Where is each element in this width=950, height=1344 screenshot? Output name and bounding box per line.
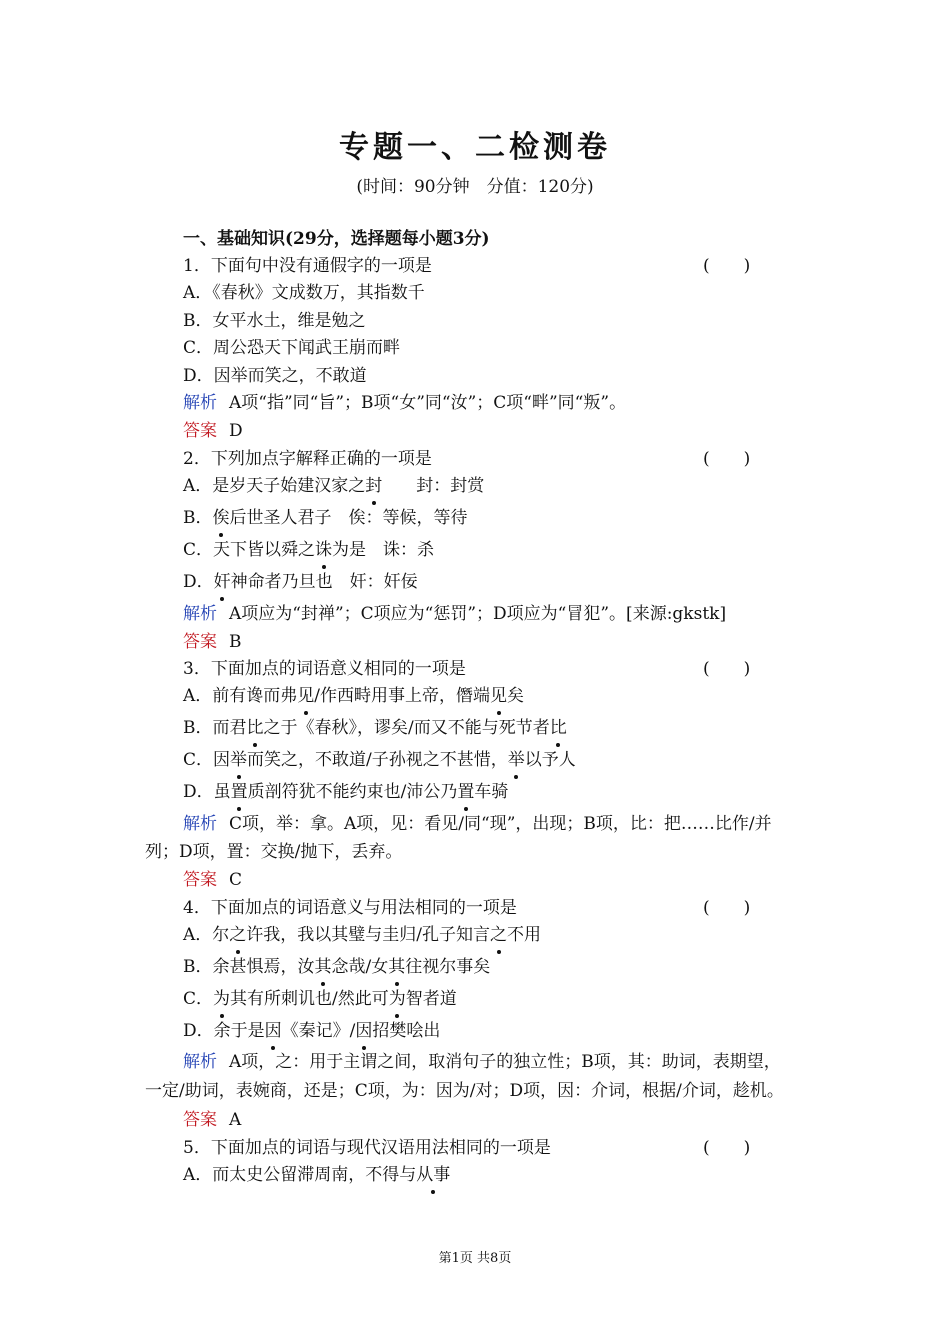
q5-option-a	[183, 1164, 450, 1186]
answer-label: 答案	[183, 870, 217, 890]
option-text: D．虽	[183, 782, 231, 802]
dotted-char: 置	[457, 782, 475, 802]
dotted-char: 奸	[213, 572, 231, 592]
analysis-text: A项，之：用于主谓之间，取消句子的独立性；B项，其：助词，表期望，	[229, 1052, 781, 1072]
answer-label: 答案	[183, 421, 217, 441]
option-text: 矣	[507, 686, 525, 706]
option-text: 之于《春秋》，谬矣/而又不能与死节者	[263, 718, 550, 738]
dotted-char: 见	[297, 686, 315, 706]
dotted-char: 比	[549, 718, 567, 738]
option-text: A．而太史公留滞周南，不得与	[183, 1165, 417, 1185]
answer-label: 答案	[183, 632, 217, 652]
q3-option-d	[183, 781, 508, 803]
dotted-char: 置	[230, 782, 248, 802]
dotted-char: 为	[388, 989, 406, 1009]
q2-answer-blank: ( )	[703, 449, 751, 469]
option-text: 《秦记》/	[281, 1021, 356, 1041]
document-subtitle: (时间：90分钟 分值：120分)	[356, 177, 594, 197]
dotted-char: 其	[314, 957, 332, 977]
q3-stem: 3．下面加点的词语意义相同的一项是	[183, 659, 466, 679]
q4-option-b	[183, 956, 490, 978]
option-text: D．	[183, 572, 214, 592]
option-text: C．	[183, 989, 214, 1009]
q5-answer-blank: ( )	[703, 1138, 751, 1158]
dotted-char: 之	[490, 925, 508, 945]
answer-text: B	[229, 632, 242, 652]
q1-option-a: A．《春秋》文成数万，其指数千	[183, 283, 425, 303]
q4-analysis-cont: 一定/助词，表婉商，还是；C项，为：因为/对；D项，因：介词，根据/介词，趁机。	[145, 1081, 784, 1101]
q1-option-c: C．周公恐天下闻武王崩而畔	[183, 338, 401, 358]
page-footer: 第1页 共8页	[438, 1251, 512, 1266]
q4-answer	[183, 1109, 241, 1131]
dotted-char: 因	[264, 1021, 282, 1041]
dotted-char: 从事	[416, 1165, 451, 1185]
option-text: 为是 诛：杀	[332, 540, 435, 560]
analysis-label: 解析	[183, 393, 217, 413]
dotted-char: 为	[213, 989, 231, 1009]
q1-answer-blank: ( )	[703, 256, 751, 276]
dotted-char: 举	[230, 750, 248, 770]
answer-label: 答案	[183, 1110, 217, 1130]
option-text: 不用	[507, 925, 542, 945]
option-text: B．	[183, 508, 213, 528]
dotted-char: 俟	[212, 508, 230, 528]
option-text: B．余甚惧焉，汝	[183, 957, 315, 977]
dotted-char: 其	[388, 957, 406, 977]
q1-answer	[183, 420, 243, 442]
dotted-char: 封	[365, 476, 383, 496]
option-text: 神命者乃旦也 奸：奸佞	[230, 572, 418, 592]
q1-option-b: B．女平水土，维是勉之	[183, 311, 366, 331]
option-text: B．而君	[183, 718, 247, 738]
q4-option-c	[183, 988, 457, 1010]
q2-option-d	[183, 571, 418, 593]
option-text: A．是岁天子始建汉家之	[183, 476, 366, 496]
dotted-char: 之	[229, 925, 247, 945]
option-text: 智者道	[405, 989, 457, 1009]
option-text: A．尔	[183, 925, 230, 945]
q1-option-d: D．因举而笑之，不敢道	[183, 366, 367, 386]
option-text: A．前有谗而弗	[183, 686, 298, 706]
answer-text: A	[229, 1110, 242, 1130]
q4-option-a	[183, 924, 541, 946]
analysis-label: 解析	[183, 1052, 217, 1072]
section-heading: 一、基础知识(29分，选择题每小题3分)	[183, 229, 490, 249]
q2-option-a	[183, 475, 484, 497]
q1-stem: 1．下面句中没有通假字的一项是	[183, 256, 432, 276]
q4-option-d	[183, 1020, 440, 1042]
q3-option-a	[183, 685, 524, 707]
option-text: 而笑之，不敢道/子孙视之不甚惜，	[247, 750, 508, 770]
q3-option-c	[183, 749, 576, 771]
q2-analysis	[183, 603, 726, 625]
option-text: C．天下皆以舜之	[183, 540, 316, 560]
option-text: 往视尔事矣	[405, 957, 491, 977]
answer-text: D	[229, 421, 243, 441]
analysis-text: C项，举：拿。A项，见：看见/同“现”，出现；B项，比：把……比作/并	[229, 814, 772, 834]
q1-analysis	[183, 392, 626, 414]
option-text: 质剖符犹不能约束也/沛公乃	[247, 782, 458, 802]
analysis-label: 解析	[183, 604, 217, 624]
dotted-char: 因	[355, 1021, 373, 1041]
dotted-char: 见	[490, 686, 508, 706]
option-text: 后世圣人君子 俟：等候，等待	[229, 508, 468, 528]
q4-stem: 4．下面加点的词语意义与用法相同的一项是	[183, 898, 517, 918]
q2-answer	[183, 631, 242, 653]
analysis-label: 解析	[183, 814, 217, 834]
document-title: 专题一、二检测卷	[339, 130, 611, 165]
option-text: C．因	[183, 750, 231, 770]
option-text: D．余于是	[183, 1021, 265, 1041]
q2-option-c	[183, 539, 434, 561]
q2-option-b	[183, 507, 468, 529]
option-text: 车骑	[474, 782, 509, 802]
analysis-text: A项应为“封禅”；C项应为“惩罚”；D项应为“冒犯”。[来源:gkstk]	[229, 604, 727, 624]
option-text: 念哉/女	[331, 957, 389, 977]
dotted-char: 诛	[315, 540, 333, 560]
q5-stem: 5．下面加点的词语与现代汉语用法相同的一项是	[183, 1138, 551, 1158]
q3-analysis	[183, 813, 772, 835]
analysis-text: A项“指”同“旨”；B项“女”同“汝”；C项“畔”同“叛”。	[229, 393, 627, 413]
dotted-char: 举	[507, 750, 525, 770]
option-text: 其有所刺讥也/然此可	[230, 989, 389, 1009]
dotted-char: 比	[246, 718, 264, 738]
q3-answer-blank: ( )	[703, 659, 751, 679]
q4-analysis	[183, 1051, 781, 1073]
option-text: 以予人	[524, 750, 576, 770]
q2-stem: 2．下列加点字解释正确的一项是	[183, 449, 432, 469]
q4-answer-blank: ( )	[703, 898, 751, 918]
q3-answer	[183, 869, 242, 891]
q3-option-b	[183, 717, 567, 739]
option-text: 招樊哙出	[372, 1021, 441, 1041]
answer-text: C	[229, 870, 243, 890]
option-text: 许我，我以其璧与圭归/孔子知言	[246, 925, 491, 945]
q3-analysis-cont: 列；D项，置：交换/抛下，丢弃。	[145, 842, 403, 862]
option-text: 封：封赏	[382, 476, 485, 496]
option-text: /作西畤用事上帝，僭端	[314, 686, 491, 706]
